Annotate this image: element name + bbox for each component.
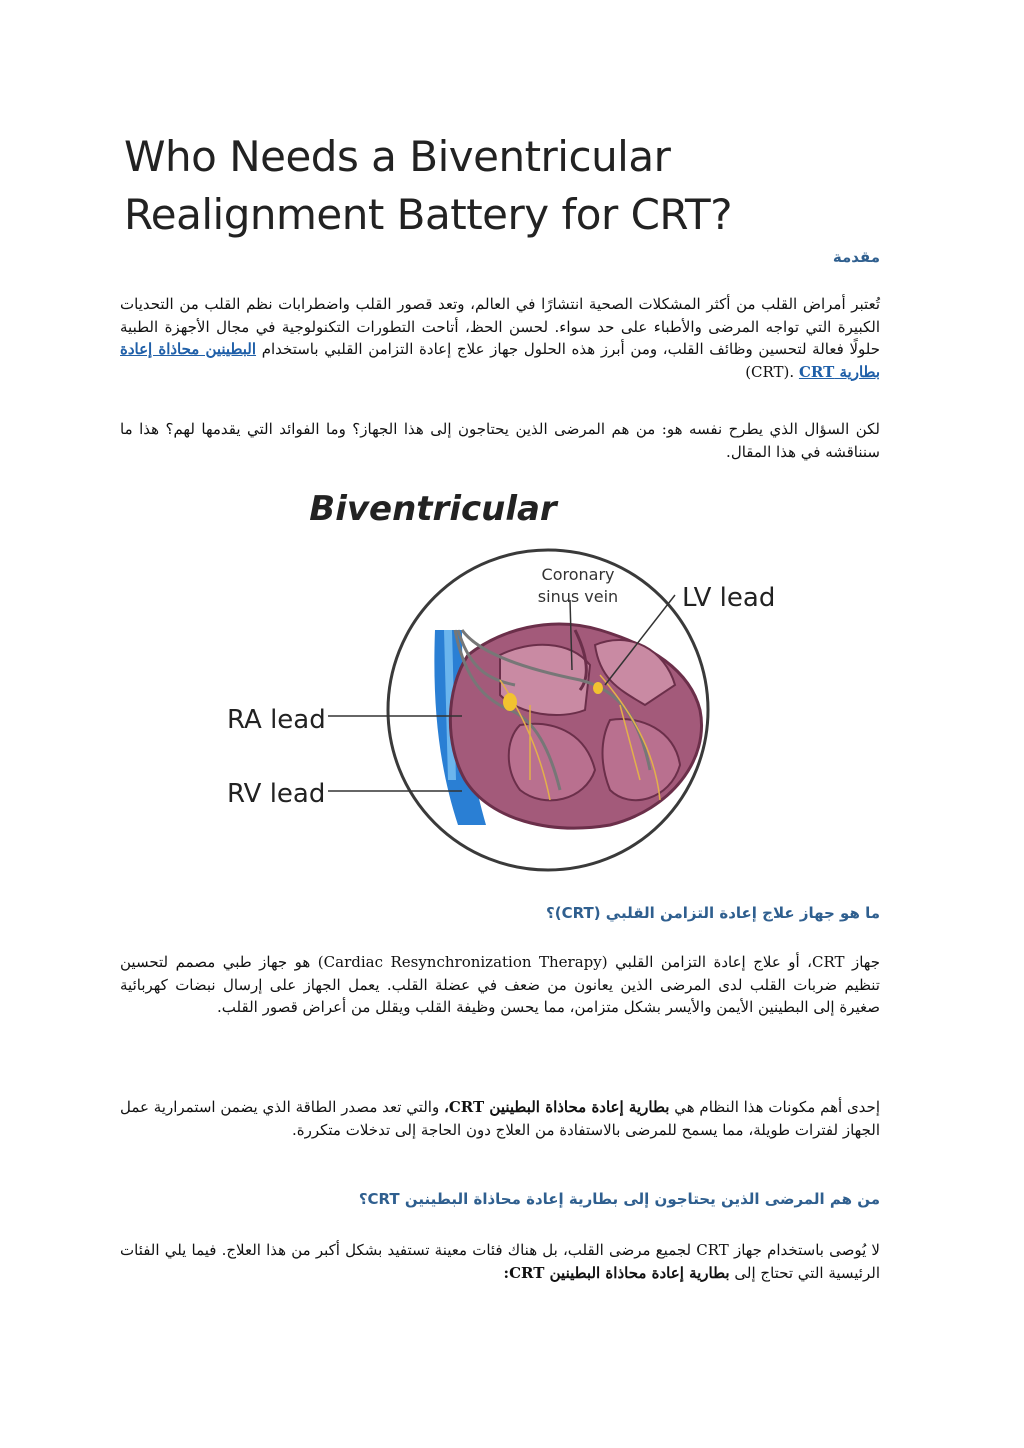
sa-node [503,693,517,711]
section2-heading: من هم المرضى الذين يحتاجون إلى بطارية إعادة محاذاة البطينين CRT؟ [358,1190,880,1208]
section2-paragraph-1 [120,1239,880,1284]
section1-paragraph-1 [120,951,880,1019]
battery-bold-term: بطارية إعادة محاذاة البطينين CRT، [444,1098,670,1116]
crt-definition-b: هو جهاز طبي مصمم لتحسين تنظيم ضربات القلب لدى المرضى الذين يعانون من ضعف في عضلة القلب. يعمل الجهاز على إرسال نبضات كهربائية صغيرة إلى البطينين الأيمن والأيسر بشكل متزامن، مما يحسن وظيفة القلب ويقلل من أعراض قصور القلب. [120,953,880,1016]
ra-lead-label: RA lead [227,705,326,735]
page-title: Who Needs a Biventricular Realignment Battery for CRT? [124,132,732,239]
figure-title: Biventricular [309,489,557,529]
intro-text: تُعتبر أمراض القلب من أكثر المشكلات الصحية انتشارًا في العالم، وتعد قصور القلب واضطرابات نظم القلب من التحديات الكبيرة التي تواجه المرضى والأطباء على حد سواء. لحسن الحظ، أتاحت التطورات التكنولوجية في مجال الأجهزة الطبية حلولًا فعالة لتحسين وظائف القلب، ومن أبرز هذه الحلول جهاز علاج إعادة التزامن القلبي باستخدام [120,295,880,358]
crt-english-name: (Cardiac Resynchronization Therapy) [317,953,608,971]
heart-diagram [200,480,820,880]
av-node [593,682,603,694]
section1-heading: ما هو جهاز علاج إعادة التزامن القلبي (CRT)؟ [546,904,880,922]
crt-battery-link[interactable]: البطينين محاذاة إعادة بطارية CRT [120,340,880,381]
intro-paragraph-1 [120,293,880,383]
sinus-vein-label: sinus vein [537,587,619,606]
battery-intro-a: إحدى أهم مكونات هذا النظام هي [674,1098,880,1116]
crt-definition-a: جهاز CRT، أو علاج إعادة التزامن القلبي [615,953,880,971]
coronary-label: Coronary [541,565,615,584]
patients-intro: لا يُوصى باستخدام جهاز CRT لجميع مرضى القلب، بل هناك فئات معينة تستفيد بشكل أكبر من هذا العلاج. فيما يلي الفئات الرئيسية التي تحتاج إلى [120,1241,880,1282]
intro-heading: مقدمة [832,248,880,266]
intro-crt-abbrev: (CRT). [745,362,795,381]
section1-paragraph-2 [120,1096,880,1141]
battery-intro-b: والتي تعد مصدر الطاقة الذي يضمن استمرارية عمل الجهاز لفترات طويلة، مما يسمح للمرضى بالاستفادة من العلاج دون الحاجة إلى تدخلات متكررة. [120,1098,880,1139]
rv-lead-label: RV lead [227,779,326,809]
lv-lead-label: LV lead [682,583,776,613]
intro-paragraph-2: لكن السؤال الذي يطرح نفسه هو: من هم المرضى الذين يحتاجون إلى هذا الجهاز؟ وما الفوائد التي يقدمها لهم؟ هذا ما سنناقشه في هذا المقال. [120,420,880,461]
heart-illustration [200,480,820,880]
patients-bold-term: بطارية إعادة محاذاة البطينين CRT: [503,1263,730,1282]
